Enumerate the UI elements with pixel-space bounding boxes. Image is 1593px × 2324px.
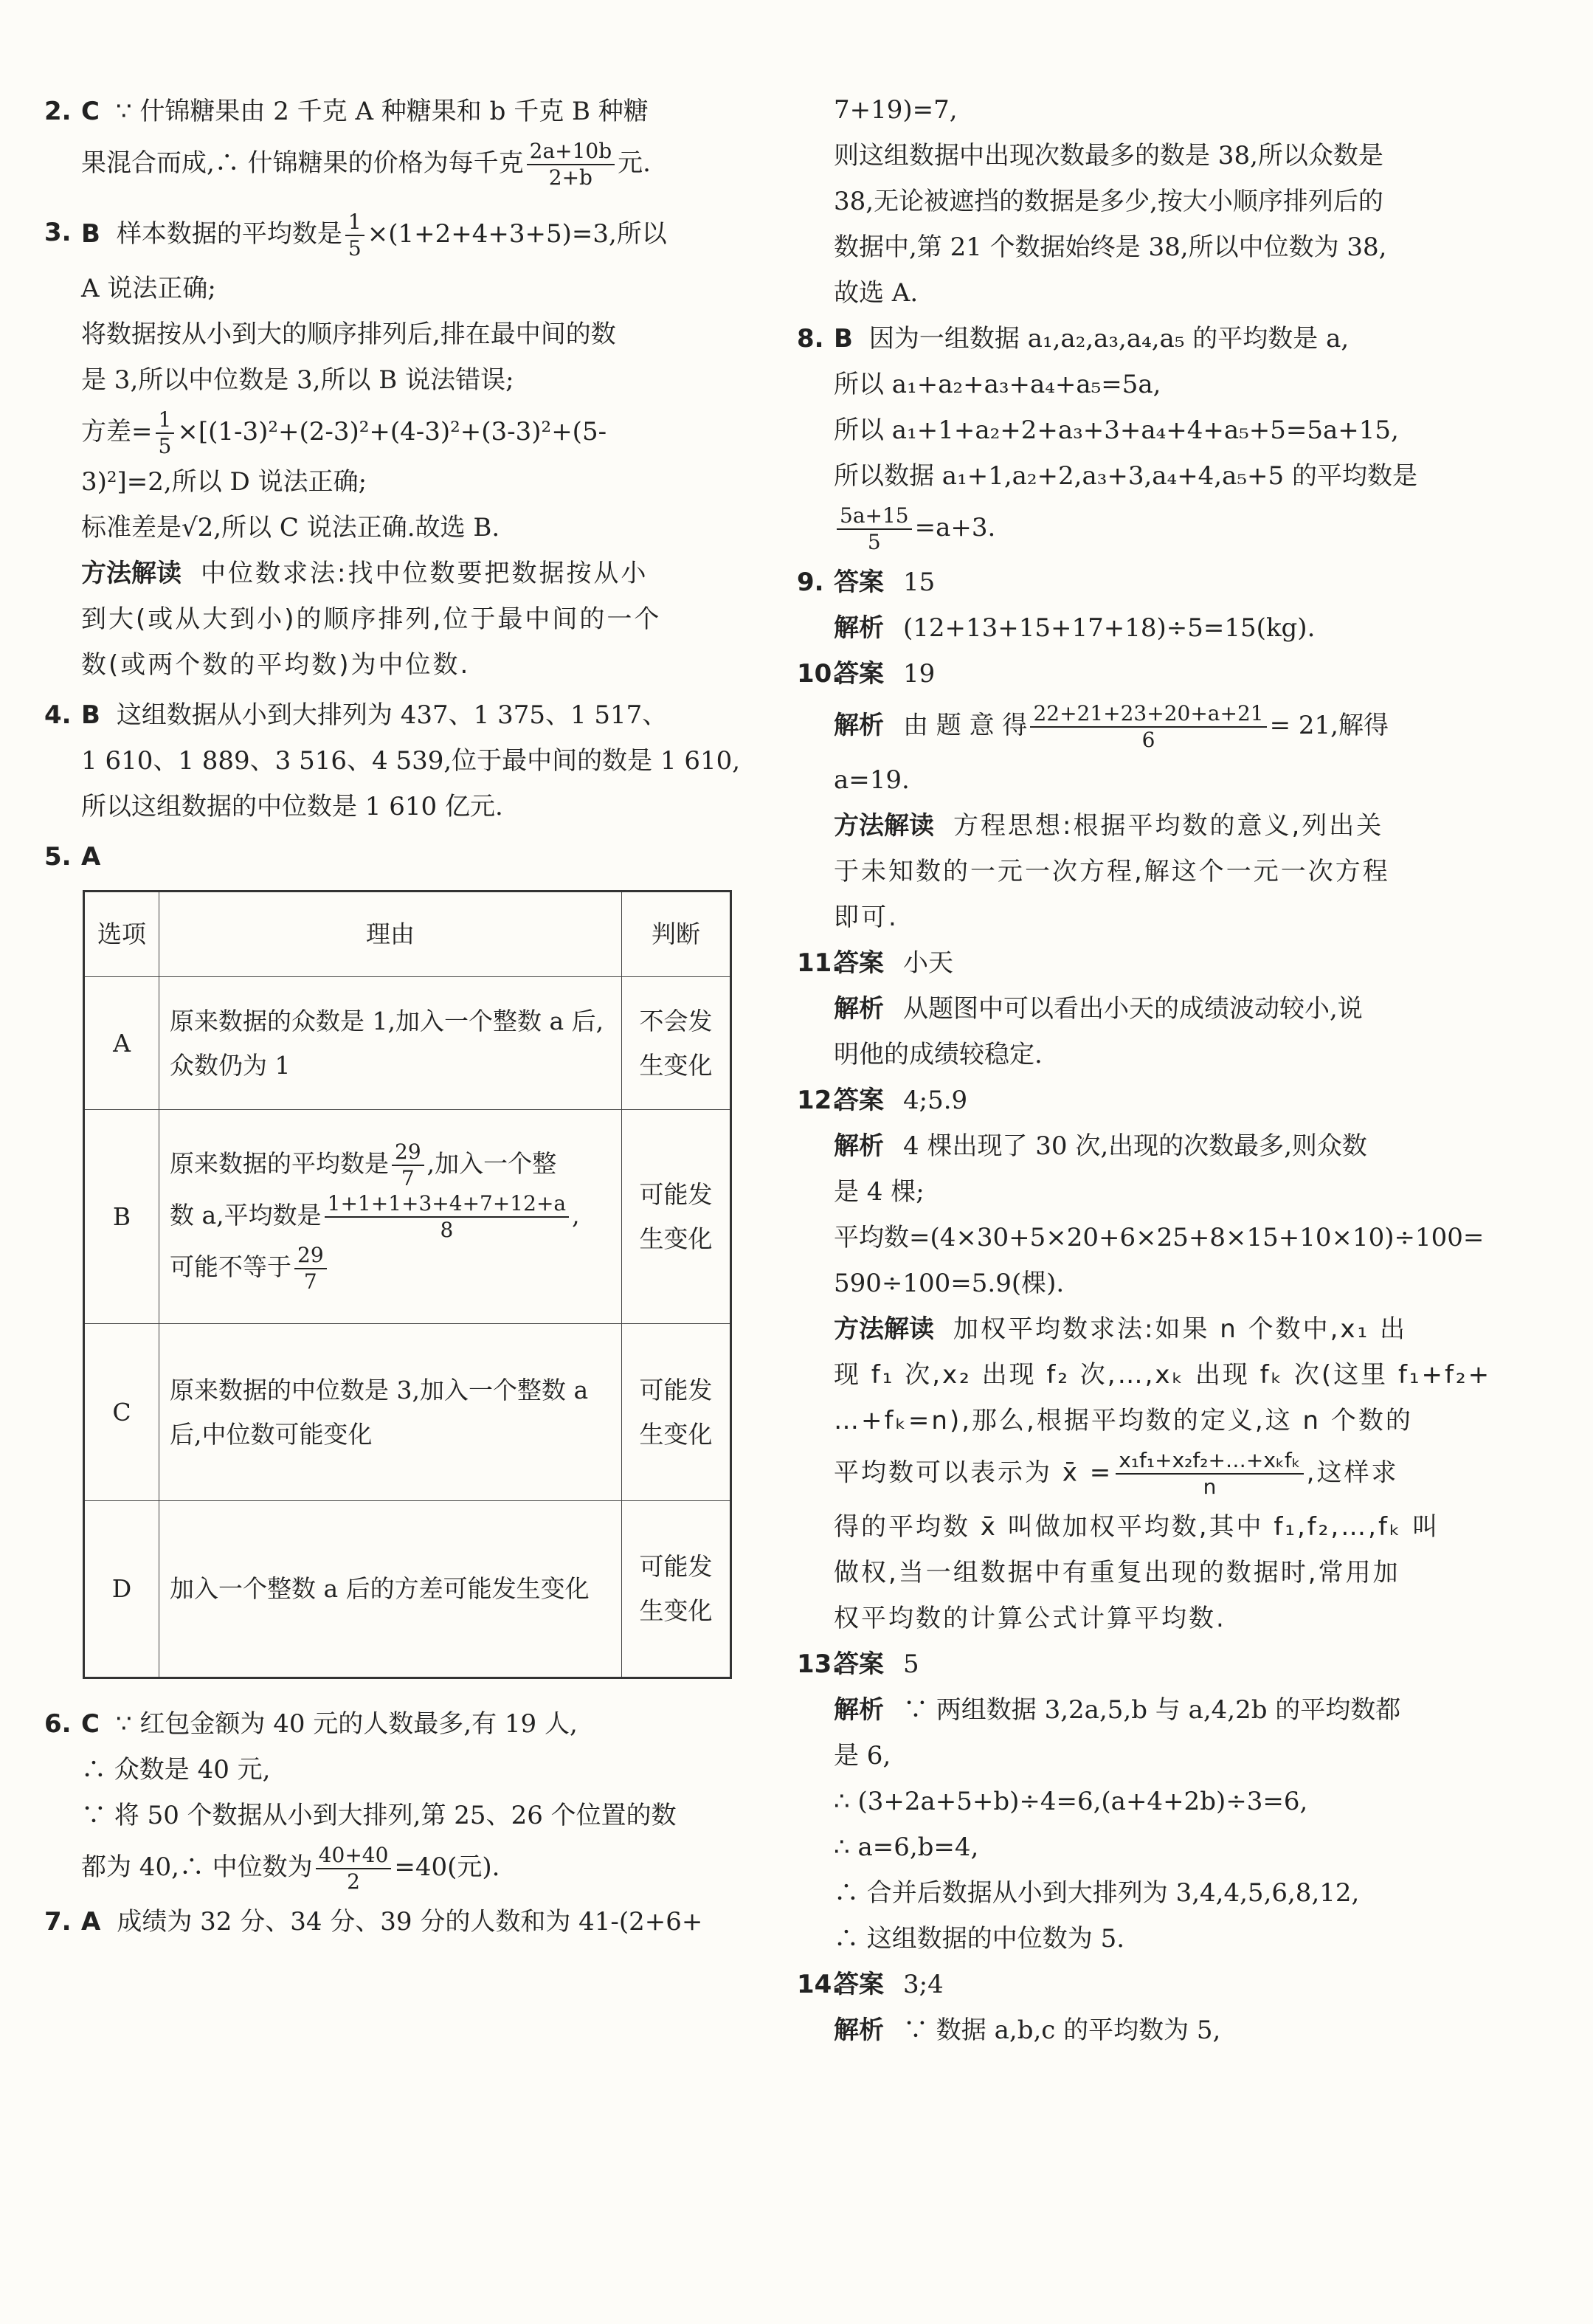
fraction-denominator: 8 [440, 1217, 454, 1242]
answer-value: 5 [903, 1649, 919, 1679]
text-line: 现 f₁ 次,x₂ 出现 f₂ 次,…,xₖ 出现 fₖ 次(这里 f₁+f₂+ [834, 1360, 1492, 1390]
text-line: ,加入一个整 [426, 1148, 557, 1178]
answer-letter: B [81, 700, 100, 730]
question-4 [44, 692, 753, 830]
question-number: 9. [797, 568, 824, 597]
text-line: ,这样求 [1306, 1458, 1399, 1488]
text-line: ∵ 两组数据 3,2a,5,b 与 a,4,2b 的平均数都 [903, 1695, 1401, 1725]
answer-value: 小天 [903, 948, 953, 978]
text-line: 38,无论被遮挡的数据是多少,按大小顺序排列后的 [834, 187, 1383, 216]
fraction-numerator: 29 [392, 1139, 424, 1166]
analysis-label: 解析 [834, 711, 884, 740]
text-line: 数 a,平均数是 [170, 1200, 322, 1230]
text-line: 中位数求法:找中位数要把数据按从小 [201, 559, 649, 588]
text-line: 都为 40,∴ 中位数为 [81, 1852, 313, 1882]
question-number: 8. [797, 324, 824, 354]
table-cell-option: A [84, 977, 159, 1110]
table-header-row [84, 892, 731, 977]
fraction-denominator: 6 [1141, 728, 1155, 752]
text-line: 所以 a₁+1+a₂+2+a₃+3+a₄+4+a₅+5=5a+15, [834, 416, 1399, 445]
table-cell-judge: 不会发生变化 [622, 977, 731, 1110]
fraction-denominator: n [1203, 1475, 1217, 1499]
fraction-numerator: 5a+15 [837, 503, 912, 530]
text-line: 1 610、1 889、3 516、4 539,位于最中间的数是 1 610, [81, 746, 741, 776]
table-cell-judge: 可能发生变化 [622, 1110, 731, 1324]
table-cell-reason: 原来数据的众数是 1,加入一个整数 a 后,众数仍为 1 [159, 977, 622, 1110]
answer-label: 答案 [834, 948, 884, 978]
text-line: =40(元). [394, 1852, 500, 1882]
question-3 [44, 210, 753, 688]
question-13 [797, 1641, 1535, 1962]
question-11 [797, 940, 1535, 1077]
fraction-denominator: 7 [401, 1165, 415, 1190]
fraction [1030, 701, 1266, 753]
answer-letter: A [81, 1907, 101, 1937]
question-10 [797, 651, 1535, 940]
fraction-denominator: 7 [303, 1269, 317, 1294]
fraction [392, 1139, 424, 1191]
fraction-numerator: x₁f₁+x₂f₂+…+xₖfₖ [1116, 1448, 1303, 1475]
text-line: 即可. [834, 903, 899, 932]
fraction-numerator: 1+1+1+3+4+7+12+a [325, 1191, 569, 1218]
text-line: ∴ (3+2a+5+b)÷4=6,(a+4+2b)÷3=6, [834, 1787, 1308, 1816]
answer-letter: C [81, 1709, 100, 1739]
text-line: 标准差是√2,所以 C 说法正确.故选 B. [81, 513, 500, 542]
text-line: 由 题 意 得 [903, 711, 1028, 740]
table-cell-judge: 可能发生变化 [622, 1501, 731, 1678]
analysis-label: 解析 [834, 2016, 884, 2045]
method-label: 方法解读 [81, 559, 182, 588]
question-5 [44, 834, 753, 880]
question-number: 3. [44, 218, 72, 247]
text-line: ∵ 数据 a,b,c 的平均数为 5, [903, 2016, 1221, 2045]
text-line: ∴ a=6,b=4, [834, 1832, 979, 1862]
question-7-continued [797, 87, 1535, 316]
text-line: 7+19)=7, [834, 95, 958, 125]
text-line: 加权平均数求法:如果 n 个数中,x₁ 出 [953, 1314, 1407, 1344]
table-cell-option: D [84, 1501, 159, 1678]
question-8 [797, 316, 1535, 555]
text-line: ∴ 众数是 40 元, [81, 1755, 271, 1785]
left-column [44, 89, 753, 1945]
fraction-numerator: 22+21+23+20+a+21 [1030, 701, 1266, 728]
text-line: =a+3. [914, 513, 996, 542]
fraction-numerator: 1 [156, 407, 175, 434]
answer-label: 答案 [834, 568, 884, 597]
question-2 [44, 89, 753, 190]
question-9 [797, 559, 1535, 651]
text-line: 所以数据 a₁+1,a₂+2,a₃+3,a₄+4,a₅+5 的平均数是 [834, 461, 1417, 491]
analysis-label: 解析 [834, 1131, 884, 1161]
text-line: 明他的成绩较稳定. [834, 1040, 1043, 1069]
question-number: 5. [44, 842, 72, 872]
table-row [84, 977, 731, 1110]
text-line: 到大(或从大到小)的顺序排列,位于最中间的一个 [81, 604, 662, 634]
question-number: 12. [797, 1086, 842, 1115]
text-line: (12+13+15+17+18)÷5=15(kg). [903, 613, 1316, 643]
question-number: 7. [44, 1907, 72, 1937]
text-line: 是 6, [834, 1741, 891, 1770]
fraction-numerator: 29 [294, 1243, 327, 1269]
table-header: 选项 [84, 892, 159, 977]
analysis-label: 解析 [834, 994, 884, 1024]
text-line: 方程思想:根据平均数的意义,列出关 [953, 811, 1384, 841]
question-number: 14. [797, 1970, 842, 1999]
text-line: 数据中,第 21 个数据始终是 38,所以中位数为 38, [834, 232, 1387, 262]
answer-label: 答案 [834, 1649, 884, 1679]
analysis-label: 解析 [834, 613, 884, 643]
fraction-denominator: 5 [348, 236, 362, 261]
text-line: 权平均数的计算公式计算平均数. [834, 1604, 1226, 1633]
question-12 [797, 1077, 1535, 1641]
question-7 [44, 1899, 753, 1945]
table-cell-judge: 可能发生变化 [622, 1324, 731, 1501]
text-line: 原来数据的平均数是 [170, 1148, 389, 1178]
text-line: ∴ 这组数据的中位数为 5. [834, 1924, 1125, 1954]
table-row [84, 1501, 731, 1678]
fraction-denominator: 2 [347, 1869, 360, 1894]
text-line: , [572, 1200, 580, 1230]
answer-label: 答案 [834, 659, 884, 689]
text-line: 则这组数据中出现次数最多的数是 38,所以众数是 [834, 141, 1383, 170]
question-number: 10. [797, 659, 842, 689]
text-line: ∵ 红包金额为 40 元的人数最多,有 19 人, [115, 1709, 578, 1739]
text-line: ∵ 什锦糖果由 2 千克 A 种糖果和 b 千克 B 种糖 [115, 97, 649, 126]
text-line: ∴ 合并后数据从小到大排列为 3,4,4,5,6,8,12, [834, 1878, 1360, 1908]
method-label: 方法解读 [834, 1314, 934, 1344]
text-line: = 21,解得 [1269, 711, 1389, 740]
fraction [345, 210, 364, 261]
text-line: 这组数据从小到大排列为 437、1 375、1 517、 [116, 700, 668, 730]
analysis-label: 解析 [834, 1695, 884, 1725]
text-line: 将数据按从小到大的顺序排列后,排在最中间的数 [81, 320, 616, 349]
text-line: 平均数=(4×30+5×20+6×25+8×15+10×10)÷100= [834, 1223, 1485, 1252]
answer-letter: A [81, 842, 101, 872]
question-number: 2. [44, 97, 72, 126]
text-line: 样本数据的平均数是 [116, 219, 342, 249]
fraction [527, 139, 615, 190]
answer-label: 答案 [834, 1970, 884, 1999]
text-line: ×(1+2+4+3+5)=3,所以 [367, 219, 667, 249]
text-line: 成绩为 32 分、34 分、39 分的人数和为 41-(2+6+ [117, 1907, 703, 1937]
text-line: 可能不等于 [170, 1252, 291, 1281]
text-line: a=19. [834, 765, 910, 795]
fraction-numerator: 1 [345, 210, 364, 236]
answer-letter: B [834, 324, 853, 354]
table-cell-reason: 原来数据的中位数是 3,加入一个整数 a 后,中位数可能变化 [159, 1324, 622, 1501]
answer-letter: B [81, 219, 100, 249]
table-cell-option: C [84, 1324, 159, 1501]
fraction-denominator: 5 [158, 434, 172, 458]
method-label: 方法解读 [834, 811, 934, 841]
text-line: 是 4 棵; [834, 1177, 925, 1207]
table-cell-reason: 加入一个整数 a 后的方差可能发生变化 [159, 1501, 622, 1678]
text-line: 3)²]=2,所以 D 说法正确; [81, 467, 367, 497]
answer-value: 19 [903, 659, 936, 689]
table-header: 理由 [159, 892, 622, 977]
text-line: 元. [618, 148, 651, 178]
text-line: 做权,当一组数据中有重复出现的数据时,常用加 [834, 1558, 1400, 1587]
text-line: 方差= [81, 417, 153, 446]
text-line: 平均数可以表示为 x̄ = [834, 1458, 1113, 1488]
text-line: …+fₖ=n),那么,根据平均数的定义,这 n 个数的 [834, 1406, 1413, 1435]
question-number: 11. [797, 948, 842, 978]
fraction [1116, 1448, 1303, 1500]
answer-value: 15 [903, 568, 936, 597]
answer-label: 答案 [834, 1086, 884, 1115]
text-line: 故选 A. [834, 278, 919, 308]
text-line: 4 棵出现了 30 次,出现的次数最多,则众数 [903, 1131, 1367, 1161]
fraction [316, 1843, 392, 1894]
answer-value: 3;4 [903, 1970, 944, 1999]
fraction [325, 1191, 569, 1243]
question-6 [44, 1701, 753, 1894]
table-cell-option: B [84, 1110, 159, 1324]
text-line: 590÷100=5.9(棵). [834, 1269, 1065, 1298]
answer-value: 4;5.9 [903, 1086, 968, 1115]
table-row [84, 1110, 731, 1324]
fraction [156, 407, 175, 459]
fraction-numerator: 2a+10b [527, 139, 615, 165]
text-line: 所以 a₁+a₂+a₃+a₄+a₅=5a, [834, 370, 1161, 399]
fraction-numerator: 40+40 [316, 1843, 392, 1869]
text-line: 果混合而成,∴ 什锦糖果的价格为每千克 [81, 148, 524, 178]
answer-letter: C [81, 97, 100, 126]
table-row [84, 1324, 731, 1501]
text-line: 所以这组数据的中位数是 1 610 亿元. [81, 792, 503, 821]
fraction-denominator: 5 [867, 530, 881, 554]
text-line: 得的平均数 x̄ 叫做加权平均数,其中 f₁,f₂,…,fₖ 叫 [834, 1512, 1440, 1542]
text-line: A 说法正确; [81, 274, 216, 303]
text-line: 数(或两个数的平均数)为中位数. [81, 650, 471, 680]
table-header: 判断 [622, 892, 731, 977]
question-number: 6. [44, 1709, 72, 1739]
fraction-denominator: 2+b [548, 165, 592, 190]
question-14 [797, 1962, 1535, 2053]
text-line: ×[(1-3)²+(2-3)²+(4-3)²+(3-3)²+(5- [177, 417, 607, 446]
right-column [797, 87, 1535, 2053]
text-line: ∵ 将 50 个数据从小到大排列,第 25、26 个位置的数 [81, 1801, 677, 1830]
text-line: 因为一组数据 a₁,a₂,a₃,a₄,a₅ 的平均数是 a, [868, 324, 1350, 354]
question-number: 13. [797, 1649, 842, 1679]
text-line: 是 3,所以中位数是 3,所以 B 说法错误; [81, 365, 514, 395]
text-line: 从题图中可以看出小天的成绩波动较小,说 [903, 994, 1363, 1024]
text-line: 于未知数的一元一次方程,解这个一元一次方程 [834, 857, 1390, 886]
fraction [837, 503, 912, 555]
question-number: 4. [44, 700, 72, 730]
table-cell-reason [159, 1110, 622, 1324]
fraction [294, 1243, 327, 1294]
options-table [83, 890, 732, 1679]
